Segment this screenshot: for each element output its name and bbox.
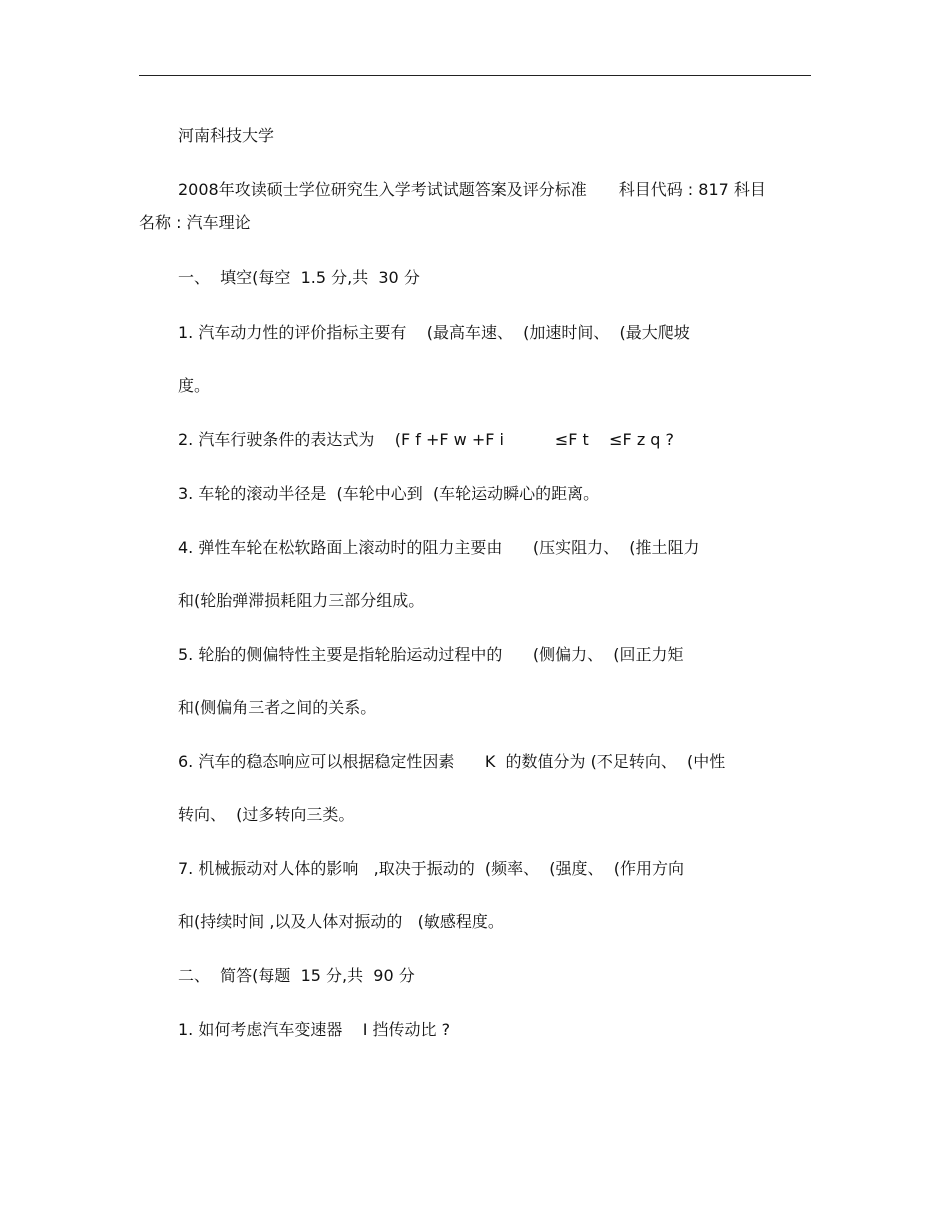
question6-line2: 转向、 (过多转向三类。 [178,805,355,824]
question6-line1: 6. 汽车的稳态响应可以根据稳定性因素 K 的数值分为 (不足转向、 (中性 [178,752,726,771]
section2-question1: 1. 如何考虑汽车变速器 I 挡传动比 ? [178,1020,451,1039]
exam-heading-line2: 名称 : 汽车理论 [139,213,251,232]
section1-title: 一、 填空(每空 1.5 分,共 30 分 [178,268,420,287]
exam-heading-line1: 2008年攻读硕士学位研究生入学考试试题答案及评分标准 科目代码 : 817 科目 [178,180,766,199]
question7-line2: 和(持续时间 ,以及人体对振动的 (敏感程度。 [178,912,504,931]
question1-line2: 度。 [178,376,211,395]
question5-line1: 5. 轮胎的侧偏特性主要是指轮胎运动过程中的 (侧偏力、 (回正力矩 [178,645,684,664]
question7-line1: 7. 机械振动对人体的影响 ,取决于振动的 (频率、 (强度、 (作用方向 [178,859,684,878]
question3-line1: 3. 车轮的滚动半径是 (车轮中心到 (车轮运动瞬心的距离。 [178,484,600,503]
section2-title: 二、 简答(每题 15 分,共 90 分 [178,966,415,985]
question5-line2: 和(侧偏角三者之间的关系。 [178,698,377,717]
question4-line2: 和(轮胎弹滞损耗阻力三部分组成。 [178,591,425,610]
question1-line1: 1. 汽车动力性的评价指标主要有 (最高车速、 (加速时间、 (最大爬坡 [178,323,690,342]
top-rule [139,75,811,76]
school-name: 河南科技大学 [178,126,275,145]
question2-line1: 2. 汽车行驶条件的表达式为 (F f +F w +F i ≤F t ≤F z q ? [178,430,675,449]
question4-line1: 4. 弹性车轮在松软路面上滚动时的阻力主要由 (压实阻力、 (推土阻力 [178,538,700,557]
